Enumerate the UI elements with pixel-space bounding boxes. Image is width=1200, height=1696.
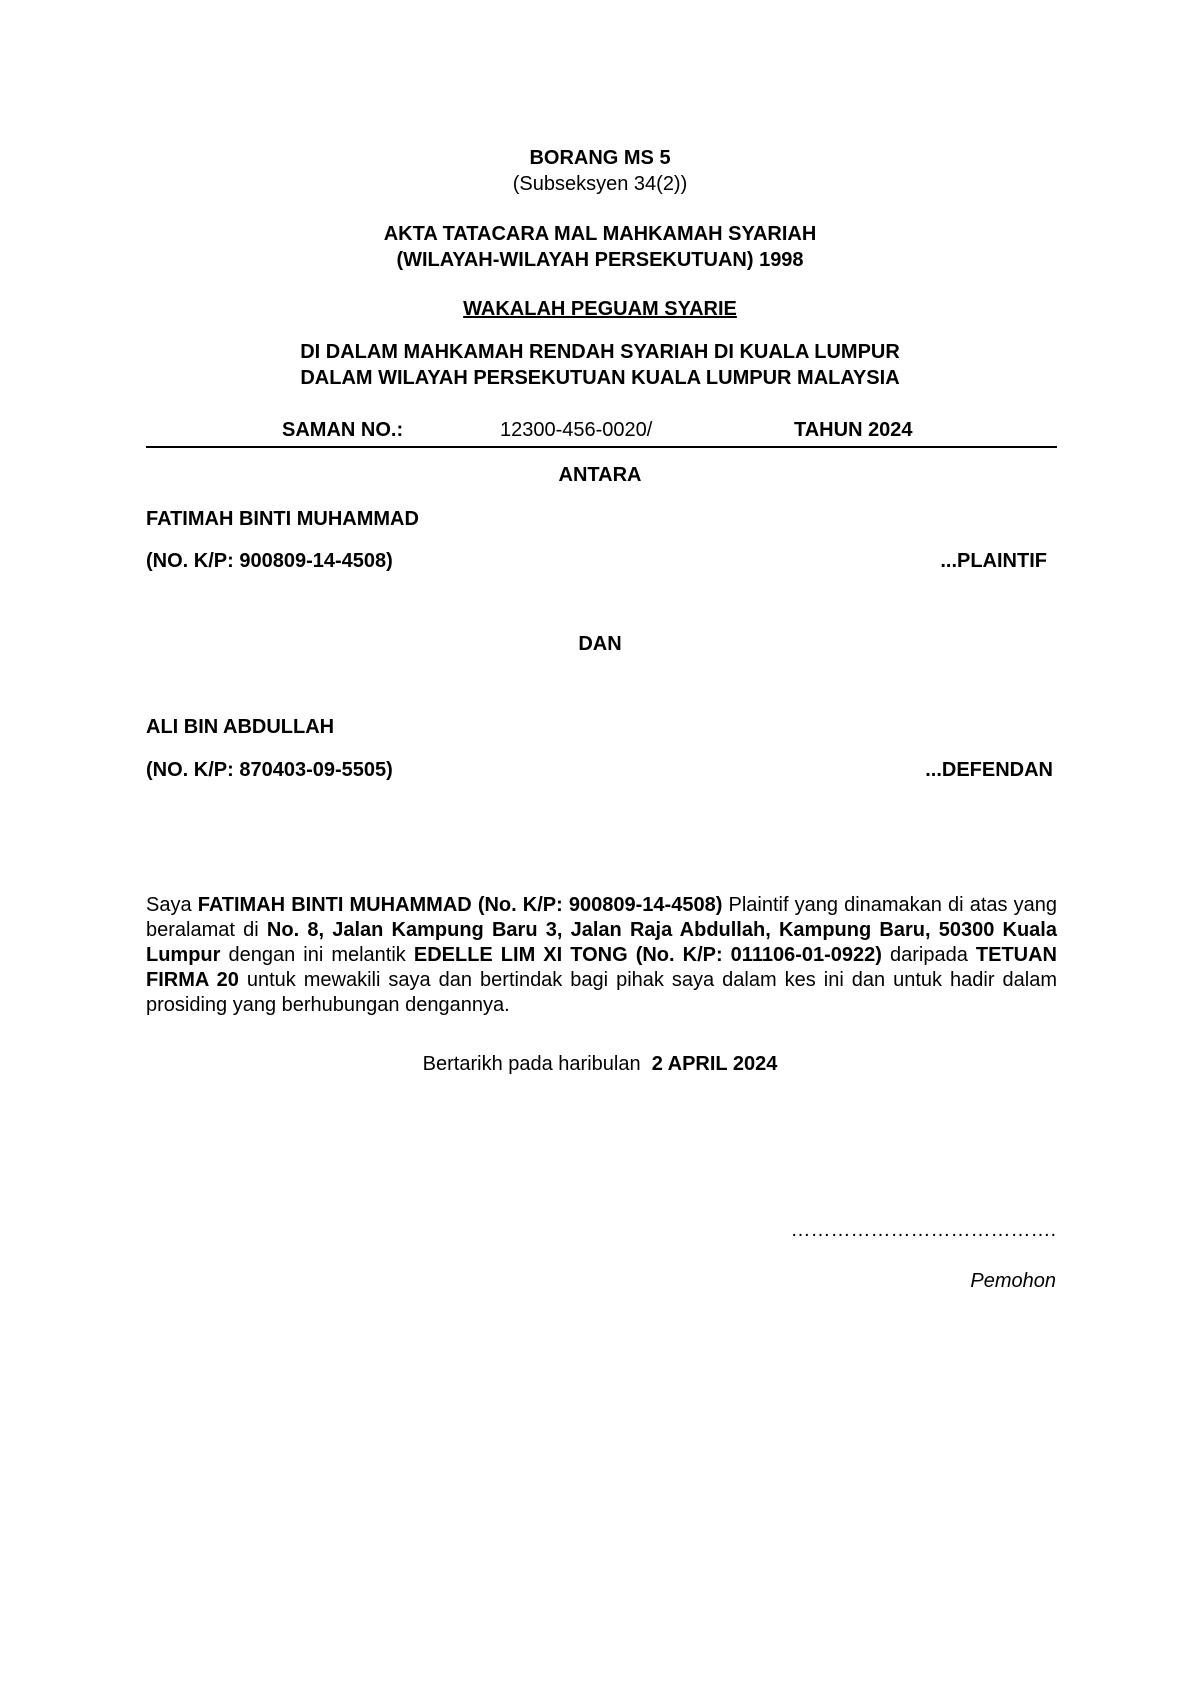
case-year: TAHUN 2024 <box>794 419 913 441</box>
date-line <box>0 1053 1200 1076</box>
plaintiff-name: FATIMAH BINTI MUHAMMAD <box>146 508 419 530</box>
header-divider <box>146 446 1057 448</box>
para-text-1: Saya <box>146 894 198 916</box>
para-text-5: untuk mewakili saya dan bertindak bagi pihak saya dalam kes ini dan untuk hadir dalam prosiding yang berhubungan dengannya. <box>146 969 1057 1016</box>
signatory-role: Pemohon <box>970 1270 1056 1292</box>
court-line-2: DALAM WILAYAH PERSEKUTUAN KUALA LUMPUR MALAYSIA <box>300 367 900 389</box>
date-label: Bertarikh pada haribulan <box>422 1053 641 1075</box>
plaintiff-role: ...PLAINTIF <box>940 550 1047 572</box>
para-text-2: Plaintif yang dinamakan di atas yang beralamat di <box>146 894 1057 941</box>
para-text-3: dengan ini melantik <box>220 944 414 966</box>
document-title-wrapper <box>0 298 1200 321</box>
defendant-name: ALI BIN ABDULLAH <box>146 716 335 738</box>
and-label: DAN <box>578 633 622 655</box>
para-plaintiff-identity: FATIMAH BINTI MUHAMMAD (No. K/P: 900809-14-4508) <box>197 894 723 916</box>
signature-line: …………………………………. <box>790 1219 1056 1241</box>
para-text-4: daripada <box>881 944 976 966</box>
para-address: No. 8, Jalan Kampung Baru 3, Jalan Raja Abdullah, Kampung Baru, 50300 Kuala Lumpur <box>146 919 1057 966</box>
court-line-1: DI DALAM MAHKAMAH RENDAH SYARIAH DI KUALA LUMPUR <box>300 341 900 363</box>
date-value: 2 APRIL 2024 <box>651 1053 778 1075</box>
para-firm-name: TETUAN FIRMA 20 <box>146 944 1057 991</box>
document-title: WAKALAH PEGUAM SYARIE <box>463 298 737 320</box>
saman-number: 12300-456-0020/ <box>500 419 653 441</box>
plaintiff-ic: (NO. K/P: 900809-14-4508) <box>146 550 393 572</box>
form-title: BORANG MS 5 <box>529 147 671 169</box>
defendant-ic: (NO. K/P: 870403-09-5505) <box>146 759 393 781</box>
act-title-line-1: AKTA TATACARA MAL MAHKAMAH SYARIAH <box>383 223 817 245</box>
between-label: ANTARA <box>558 464 642 486</box>
saman-label: SAMAN NO.: <box>282 419 404 441</box>
defendant-role: ...DEFENDAN <box>925 759 1053 781</box>
para-lawyer-identity: EDELLE LIM XI TONG (No. K/P: 011106-01-0922) <box>413 944 882 966</box>
appointment-paragraph <box>146 893 1057 1018</box>
act-title-line-2: (WILAYAH-WILAYAH PERSEKUTUAN) 1998 <box>396 249 804 271</box>
subsection-reference: (Subseksyen 34(2)) <box>512 173 688 195</box>
